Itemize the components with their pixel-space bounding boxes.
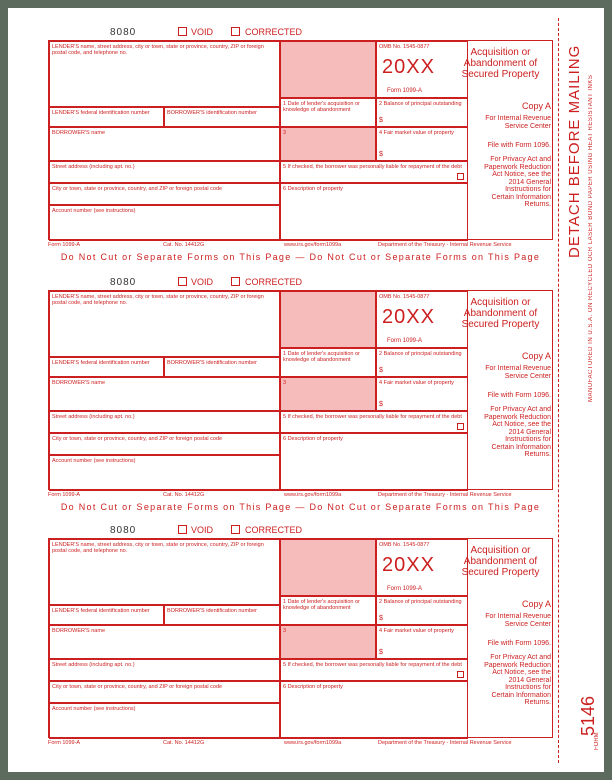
- corrected-label: CORRECTED: [245, 277, 303, 287]
- account-label: Account number (see instructions): [52, 458, 136, 464]
- box3-label: 3: [283, 380, 287, 386]
- account-field[interactable]: [49, 455, 280, 491]
- box3-label: 3: [283, 628, 287, 634]
- copy-label: Copy A: [521, 351, 551, 361]
- lender-id-field[interactable]: [49, 107, 164, 127]
- lender-id-field[interactable]: [49, 605, 164, 625]
- omb-number: OMB No. 1545-0877: [379, 294, 430, 300]
- city-label: City or town, state or province, country, and ZIP or foreign postal code: [52, 684, 223, 690]
- box5-liability: [280, 411, 468, 433]
- tax-year: 20XX: [382, 554, 435, 576]
- box2-balance[interactable]: [376, 98, 468, 127]
- liability-checkbox[interactable]: [457, 671, 464, 678]
- street-field[interactable]: [49, 411, 280, 433]
- lender-name-field[interactable]: [49, 291, 280, 357]
- box3-label: 3: [283, 130, 287, 136]
- form-sheet: [8, 8, 604, 772]
- account-label: Account number (see instructions): [52, 706, 136, 712]
- cut-notice: Do Not Cut or Separate Forms on This Page — Do Not Cut or Separate Forms on This Page: [60, 252, 541, 262]
- corrected-checkbox[interactable]: [231, 525, 240, 534]
- dollar-sign: $: [379, 367, 383, 374]
- for-irs: For Internal Revenue Service Center: [485, 115, 551, 130]
- title-area: [452, 291, 554, 348]
- box6-description[interactable]: [280, 681, 468, 739]
- shaded-block: [280, 291, 376, 348]
- footer-dept: Department of the Treasury - Internal Revenue Service: [378, 492, 512, 498]
- borrower-name-label: BORROWER'S name: [52, 628, 106, 634]
- street-label: Street address (including apt. no.): [52, 164, 135, 170]
- box6-label: 6 Description of property: [283, 684, 343, 690]
- tax-year: 20XX: [382, 56, 435, 78]
- footer-form: Form 1099-A: [48, 492, 81, 498]
- tax-year: 20XX: [382, 306, 435, 328]
- box1-label: 1 Date of lender's acquisition or knowledge of abandonment: [283, 101, 360, 113]
- box4-label: 4 Fair market value of property: [379, 130, 454, 136]
- copy-info: [468, 98, 554, 241]
- box1-label: 1 Date of lender's acquisition or knowledge of abandonment: [283, 599, 360, 611]
- borrower-name-field[interactable]: [49, 377, 280, 411]
- box3: [280, 127, 376, 161]
- form-number: 8080: [110, 27, 137, 38]
- borrower-id-label: BORROWER'S identification number: [167, 608, 257, 614]
- file-with: File with Form 1096.: [487, 640, 551, 647]
- title-area: [452, 41, 554, 98]
- detach-before-mailing: DETACH BEFORE MAILING: [566, 44, 583, 258]
- box2-label: 2 Balance of principal outstanding: [379, 599, 462, 605]
- file-with: File with Form 1096.: [487, 142, 551, 149]
- form-name: Form 1099-A: [387, 88, 423, 94]
- city-field[interactable]: [49, 183, 280, 205]
- lender-name-field[interactable]: [49, 539, 280, 605]
- void-checkbox[interactable]: [178, 277, 187, 286]
- borrower-name-field[interactable]: [49, 625, 280, 659]
- copy-label: Copy A: [521, 101, 551, 111]
- privacy-notice: For Privacy Act and Paperwork Reduction Act Notice, see the 2014 General Instructions for Certain Information Returns.: [484, 654, 551, 706]
- for-irs: For Internal Revenue Service Center: [485, 365, 551, 380]
- shaded-block: [280, 539, 376, 596]
- box2-balance[interactable]: [376, 348, 468, 377]
- box6-label: 6 Description of property: [283, 436, 343, 442]
- box6-description[interactable]: [280, 183, 468, 241]
- box1-date[interactable]: [280, 596, 376, 625]
- borrower-name-field[interactable]: [49, 127, 280, 161]
- liability-checkbox[interactable]: [457, 423, 464, 430]
- borrower-id-label: BORROWER'S identification number: [167, 360, 257, 366]
- lender-id-label: LENDER'S federal identification number: [52, 360, 150, 366]
- account-field[interactable]: [49, 703, 280, 739]
- dollar-sign: $: [379, 151, 383, 158]
- borrower-id-field[interactable]: [164, 605, 280, 625]
- cut-notice: Do Not Cut or Separate Forms on This Page — Do Not Cut or Separate Forms on This Page: [60, 502, 541, 512]
- footer-cat: Cat. No. 14412G: [163, 492, 205, 498]
- void-label: VOID: [191, 27, 214, 37]
- footer-form: Form 1099-A: [48, 740, 81, 746]
- void-checkbox[interactable]: [178, 525, 187, 534]
- corrected-label: CORRECTED: [245, 27, 303, 37]
- lender-id-label: LENDER'S federal identification number: [52, 608, 150, 614]
- box5-label: 5 If checked, the borrower was personally liable for repayment of the debt: [283, 662, 462, 668]
- footer-form: Form 1099-A: [48, 242, 81, 248]
- borrower-id-label: BORROWER'S identification number: [167, 110, 257, 116]
- footer-dept: Department of the Treasury - Internal Revenue Service: [378, 740, 512, 746]
- copy-label: Copy A: [521, 599, 551, 609]
- borrower-id-field[interactable]: [164, 357, 280, 377]
- file-with: File with Form 1096.: [487, 392, 551, 399]
- box4-label: 4 Fair market value of property: [379, 628, 454, 634]
- box1-date[interactable]: [280, 98, 376, 127]
- lender-name-field[interactable]: [49, 41, 280, 107]
- city-label: City or town, state or province, country, and ZIP or foreign postal code: [52, 186, 223, 192]
- box6-description[interactable]: [280, 433, 468, 491]
- street-field[interactable]: [49, 161, 280, 183]
- manufactured-notice: MANUFACTURED IN U.S.A. ON RECYCLED OCR LASER BOND PAPER USING HEAT RESISTANT INKS: [588, 74, 594, 402]
- box1-date[interactable]: [280, 348, 376, 377]
- box4-fmv[interactable]: [376, 377, 468, 411]
- side-code: 5146: [578, 695, 598, 736]
- privacy-notice: For Privacy Act and Paperwork Reduction Act Notice, see the 2014 General Instructions for Certain Information Returns.: [484, 406, 551, 458]
- box5-label: 5 If checked, the borrower was personally liable for repayment of the debt: [283, 414, 462, 420]
- box1-label: 1 Date of lender's acquisition or knowledge of abandonment: [283, 351, 360, 363]
- lender-id-label: LENDER'S federal identification number: [52, 110, 150, 116]
- street-field[interactable]: [49, 659, 280, 681]
- form-copy-1: [48, 26, 553, 262]
- lender-label: LENDER'S name, street address, city or town, state or province, country, ZIP or foreign postal code, and telephone no.: [52, 44, 264, 56]
- void-checkbox[interactable]: [178, 27, 187, 36]
- box2-label: 2 Balance of principal outstanding: [379, 101, 462, 107]
- for-irs: For Internal Revenue Service Center: [485, 613, 551, 628]
- corrected-checkbox[interactable]: [231, 27, 240, 36]
- footer-url: www.irs.gov/form1099a: [284, 492, 342, 498]
- copy-info: [468, 596, 554, 739]
- dollar-sign: $: [379, 649, 383, 656]
- void-label: VOID: [191, 277, 214, 287]
- liability-checkbox[interactable]: [457, 173, 464, 180]
- box4-label: 4 Fair market value of property: [379, 380, 454, 386]
- box3: [280, 377, 376, 411]
- box5-liability: [280, 161, 468, 183]
- footer-url: www.irs.gov/form1099a: [284, 242, 342, 248]
- privacy-notice: For Privacy Act and Paperwork Reduction Act Notice, see the 2014 General Instructions for Certain Information Returns.: [484, 156, 551, 208]
- form-number: 8080: [110, 277, 137, 288]
- form-title: Acquisition or Abandonment of Secured Property: [461, 297, 540, 330]
- footer-dept: Department of the Treasury - Internal Revenue Service: [378, 242, 512, 248]
- account-field[interactable]: [49, 205, 280, 241]
- box2-balance[interactable]: [376, 596, 468, 625]
- street-label: Street address (including apt. no.): [52, 414, 135, 420]
- footer-cat: Cat. No. 14412G: [163, 242, 205, 248]
- borrower-name-label: BORROWER'S name: [52, 130, 106, 136]
- corrected-label: CORRECTED: [245, 525, 303, 535]
- street-label: Street address (including apt. no.): [52, 662, 135, 668]
- box4-fmv[interactable]: [376, 127, 468, 161]
- dollar-sign: $: [379, 401, 383, 408]
- box6-label: 6 Description of property: [283, 186, 343, 192]
- form-number: 8080: [110, 525, 137, 536]
- lender-label: LENDER'S name, street address, city or town, state or province, country, ZIP or foreign postal code, and telephone no.: [52, 542, 264, 554]
- city-label: City or town, state or province, country, and ZIP or foreign postal code: [52, 436, 223, 442]
- lender-id-field[interactable]: [49, 357, 164, 377]
- void-label: VOID: [191, 525, 214, 535]
- copy-info: [468, 348, 554, 491]
- footer-cat: Cat. No. 14412G: [163, 740, 205, 746]
- city-field[interactable]: [49, 433, 280, 455]
- footer-url: www.irs.gov/form1099a: [284, 740, 342, 746]
- box5-liability: [280, 659, 468, 681]
- lender-label: LENDER'S name, street address, city or town, state or province, country, ZIP or foreign postal code, and telephone no.: [52, 294, 264, 306]
- form-copy-2: [48, 276, 553, 512]
- city-field[interactable]: [49, 681, 280, 703]
- box3: [280, 625, 376, 659]
- omb-number: OMB No. 1545-0877: [379, 44, 430, 50]
- dollar-sign: $: [379, 117, 383, 124]
- side-form-label: FORM: [594, 732, 600, 750]
- detach-perforation: [558, 18, 559, 763]
- box4-fmv[interactable]: [376, 625, 468, 659]
- omb-number: OMB No. 1545-0877: [379, 542, 430, 548]
- shaded-block: [280, 41, 376, 98]
- form-name: Form 1099-A: [387, 338, 423, 344]
- form-copy-3: [48, 524, 553, 760]
- form-title: Acquisition or Abandonment of Secured Property: [461, 545, 540, 578]
- corrected-checkbox[interactable]: [231, 277, 240, 286]
- box5-label: 5 If checked, the borrower was personally liable for repayment of the debt: [283, 164, 462, 170]
- form-title: Acquisition or Abandonment of Secured Property: [461, 47, 540, 80]
- dollar-sign: $: [379, 615, 383, 622]
- box2-label: 2 Balance of principal outstanding: [379, 351, 462, 357]
- borrower-id-field[interactable]: [164, 107, 280, 127]
- form-name: Form 1099-A: [387, 586, 423, 592]
- account-label: Account number (see instructions): [52, 208, 136, 214]
- title-area: [452, 539, 554, 596]
- borrower-name-label: BORROWER'S name: [52, 380, 106, 386]
